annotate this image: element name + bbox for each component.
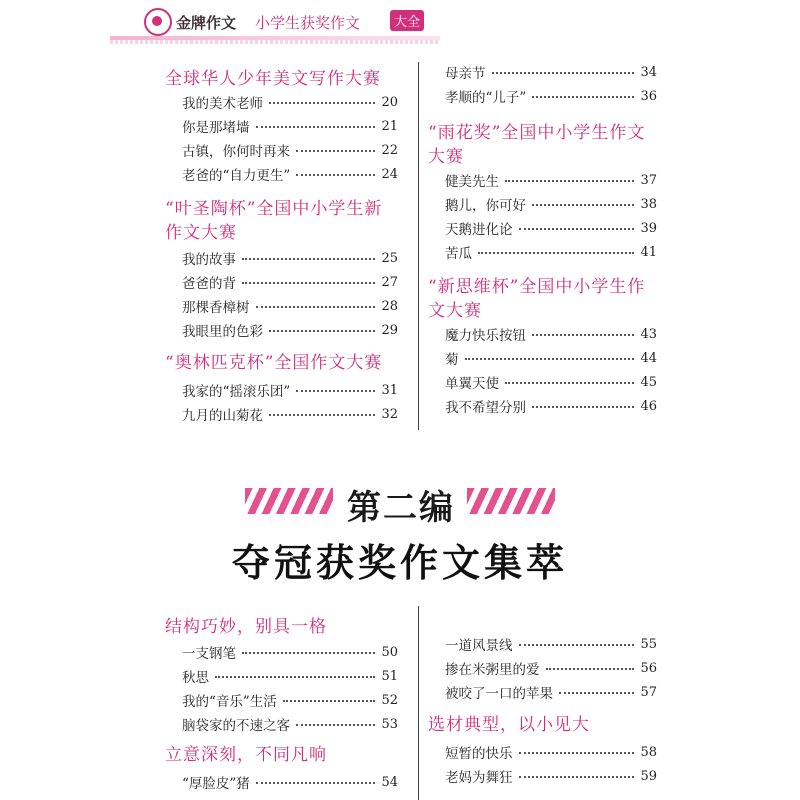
entry-title: 苦瓜 bbox=[445, 246, 472, 262]
leader-dots bbox=[296, 173, 375, 176]
leader-dots bbox=[519, 775, 635, 778]
toc-entry[interactable] bbox=[445, 194, 657, 214]
section-title: 选材典型，以小见大 bbox=[428, 715, 590, 735]
header-subtitle: 小学生获奖作文 bbox=[255, 14, 361, 32]
entry-title: 我不希望分别 bbox=[445, 400, 526, 416]
entry-title: 秋思 bbox=[182, 670, 209, 686]
entry-title: 一支钢笔 bbox=[182, 646, 236, 662]
entry-title: 被咬了一口的苹果 bbox=[445, 686, 553, 702]
toc-entry[interactable] bbox=[182, 666, 398, 686]
leader-dots bbox=[505, 381, 634, 384]
entry-title: “厚脸皮”猪 bbox=[182, 776, 250, 792]
toc-entry[interactable] bbox=[182, 248, 398, 268]
leader-dots bbox=[296, 723, 375, 726]
entry-page: 25 bbox=[381, 250, 398, 266]
leader-dots bbox=[242, 257, 375, 260]
entry-title: 我的美术老师 bbox=[182, 96, 263, 112]
entry-title: 我家的“摇滚乐团” bbox=[182, 384, 291, 400]
chevron-left-decoration bbox=[245, 488, 333, 514]
column-rule-top-left bbox=[418, 62, 419, 430]
entry-page: 51 bbox=[381, 668, 398, 684]
entry-page: 31 bbox=[381, 382, 398, 398]
part-title: 夺冠获奖作文集萃 bbox=[231, 540, 568, 585]
entry-page: 20 bbox=[381, 94, 398, 110]
toc-entry[interactable] bbox=[182, 404, 398, 424]
entry-title: 菊 bbox=[445, 352, 459, 368]
part-label: 第二编 bbox=[347, 488, 455, 528]
section-title: “奥林匹克杯”全国作文大赛 bbox=[165, 353, 383, 373]
entry-title: 母亲节 bbox=[445, 66, 486, 82]
leader-dots bbox=[269, 101, 375, 104]
toc-entry[interactable] bbox=[445, 324, 657, 344]
section-title-line-1: “叶圣陶杯”全国中小学生新 bbox=[165, 199, 383, 219]
entry-title: 老妈为舞狂 bbox=[445, 770, 513, 786]
entry-page: 43 bbox=[640, 326, 657, 342]
entry-page: 59 bbox=[640, 768, 657, 784]
section-title-line-2: 作文大赛 bbox=[165, 223, 237, 243]
leader-dots bbox=[559, 691, 634, 694]
entry-title: 单翼天使 bbox=[445, 376, 499, 392]
toc-entry[interactable] bbox=[182, 380, 398, 400]
leader-dots bbox=[269, 413, 375, 416]
toc-entry[interactable] bbox=[445, 170, 657, 190]
leader-dots bbox=[215, 675, 375, 678]
section-title: 立意深刻，不同凡响 bbox=[165, 745, 327, 765]
entry-page: 27 bbox=[381, 274, 398, 290]
entry-title: 老爸的“自力更生” bbox=[182, 168, 291, 184]
toc-entry[interactable] bbox=[445, 634, 657, 654]
entry-page: 32 bbox=[381, 406, 398, 422]
entry-title: 短暂的快乐 bbox=[445, 746, 513, 762]
header-decoration bbox=[110, 40, 440, 44]
leader-dots bbox=[532, 333, 634, 336]
entry-title: 古镇，你何时再来 bbox=[182, 144, 290, 160]
entry-page: 58 bbox=[640, 744, 657, 760]
leader-dots bbox=[532, 405, 634, 408]
leader-dots bbox=[505, 179, 634, 182]
toc-entry[interactable] bbox=[445, 372, 657, 392]
toc-entry[interactable] bbox=[182, 140, 398, 160]
header-badge: 大全 bbox=[390, 10, 424, 31]
leader-dots bbox=[256, 125, 376, 128]
toc-entry[interactable] bbox=[445, 742, 657, 762]
toc-entry[interactable] bbox=[182, 772, 398, 792]
toc-entry[interactable] bbox=[445, 86, 657, 106]
toc-entry[interactable] bbox=[182, 320, 398, 340]
entry-page: 50 bbox=[381, 644, 398, 660]
entry-title: 爸爸的背 bbox=[182, 276, 236, 292]
section-title-line-2: 文大赛 bbox=[428, 301, 482, 321]
section-title-line-1: “雨花奖”全国中小学生作文 bbox=[428, 123, 646, 143]
leader-dots bbox=[256, 781, 376, 784]
entry-title: 魔力快乐按钮 bbox=[445, 328, 526, 344]
entry-page: 55 bbox=[640, 636, 657, 652]
chevron-right-decoration bbox=[467, 488, 555, 514]
column-rule-bottom-left bbox=[418, 606, 419, 800]
entry-page: 37 bbox=[640, 172, 657, 188]
leader-dots bbox=[242, 281, 375, 284]
section-title: 全球华人少年美文写作大赛 bbox=[165, 69, 381, 89]
entry-page: 52 bbox=[381, 692, 398, 708]
toc-entry[interactable] bbox=[445, 62, 657, 82]
entry-page: 39 bbox=[640, 220, 657, 236]
entry-page: 46 bbox=[640, 398, 657, 414]
leader-dots bbox=[296, 389, 375, 392]
toc-entry[interactable] bbox=[182, 642, 398, 662]
toc-entry[interactable] bbox=[182, 116, 398, 136]
leader-dots bbox=[242, 651, 375, 654]
leader-dots bbox=[465, 357, 635, 360]
toc-entry[interactable] bbox=[445, 218, 657, 238]
leader-dots bbox=[519, 643, 635, 646]
leader-dots bbox=[283, 699, 376, 702]
entry-page: 36 bbox=[640, 88, 657, 104]
entry-title: 你是那堵墙 bbox=[182, 120, 250, 136]
toc-entry[interactable] bbox=[445, 682, 657, 702]
entry-page: 44 bbox=[640, 350, 657, 366]
page-header bbox=[110, 4, 430, 50]
entry-page: 29 bbox=[381, 322, 398, 338]
entry-page: 54 bbox=[381, 774, 398, 790]
entry-title: 九月的山菊花 bbox=[182, 408, 263, 424]
toc-entry[interactable] bbox=[445, 348, 657, 368]
entry-title: 鹅儿，你可好 bbox=[445, 198, 526, 214]
header-brand: 金牌作文 bbox=[176, 14, 237, 32]
leader-dots bbox=[519, 227, 635, 230]
entry-title: 脑袋家的不速之客 bbox=[182, 718, 290, 734]
entry-page: 38 bbox=[640, 196, 657, 212]
entry-title: 我眼里的色彩 bbox=[182, 324, 263, 340]
entry-title: 掺在米粥里的爱 bbox=[445, 662, 540, 678]
toc-entry[interactable] bbox=[182, 92, 398, 112]
entry-page: 56 bbox=[640, 660, 657, 676]
entry-page: 57 bbox=[640, 684, 657, 700]
toc-entry[interactable] bbox=[182, 272, 398, 292]
toc-entry[interactable] bbox=[445, 242, 657, 262]
leader-dots bbox=[532, 95, 634, 98]
leader-dots bbox=[269, 329, 375, 332]
entry-page: 28 bbox=[381, 298, 398, 314]
entry-page: 45 bbox=[640, 374, 657, 390]
entry-title: 健美先生 bbox=[445, 174, 499, 190]
leader-dots bbox=[296, 149, 375, 152]
entry-title: 孝顺的“儿子” bbox=[445, 90, 527, 106]
toc-entry[interactable] bbox=[182, 690, 398, 710]
entry-title: 那棵香樟树 bbox=[182, 300, 250, 316]
toc-entry[interactable] bbox=[445, 766, 657, 786]
entry-page: 24 bbox=[381, 166, 398, 182]
book-logo-icon bbox=[144, 8, 172, 36]
leader-dots bbox=[492, 71, 635, 74]
entry-page: 34 bbox=[640, 64, 657, 80]
entry-title: 天鹅进化论 bbox=[445, 222, 513, 238]
leader-dots bbox=[256, 305, 376, 308]
entry-title: 我的“音乐”生活 bbox=[182, 694, 277, 710]
section-title: 结构巧妙，别具一格 bbox=[165, 617, 327, 637]
toc-entry[interactable] bbox=[445, 658, 657, 678]
entry-page: 53 bbox=[381, 716, 398, 732]
leader-dots bbox=[519, 751, 635, 754]
leader-dots bbox=[532, 203, 634, 206]
section-title-line-1: “新思维杯”全国中小学生作 bbox=[428, 277, 646, 297]
entry-page: 21 bbox=[381, 118, 398, 134]
toc-entry[interactable] bbox=[182, 164, 398, 184]
entry-title: 我的故事 bbox=[182, 252, 236, 268]
toc-entry[interactable] bbox=[445, 396, 657, 416]
entry-title: 一道风景线 bbox=[445, 638, 513, 654]
section-title-line-2: 大赛 bbox=[428, 147, 464, 167]
entry-page: 22 bbox=[381, 142, 398, 158]
part-banner bbox=[245, 478, 555, 528]
toc-entry[interactable] bbox=[182, 714, 398, 734]
toc-entry[interactable] bbox=[182, 296, 398, 316]
leader-dots bbox=[478, 251, 634, 254]
leader-dots bbox=[546, 667, 635, 670]
entry-page: 41 bbox=[640, 244, 657, 260]
